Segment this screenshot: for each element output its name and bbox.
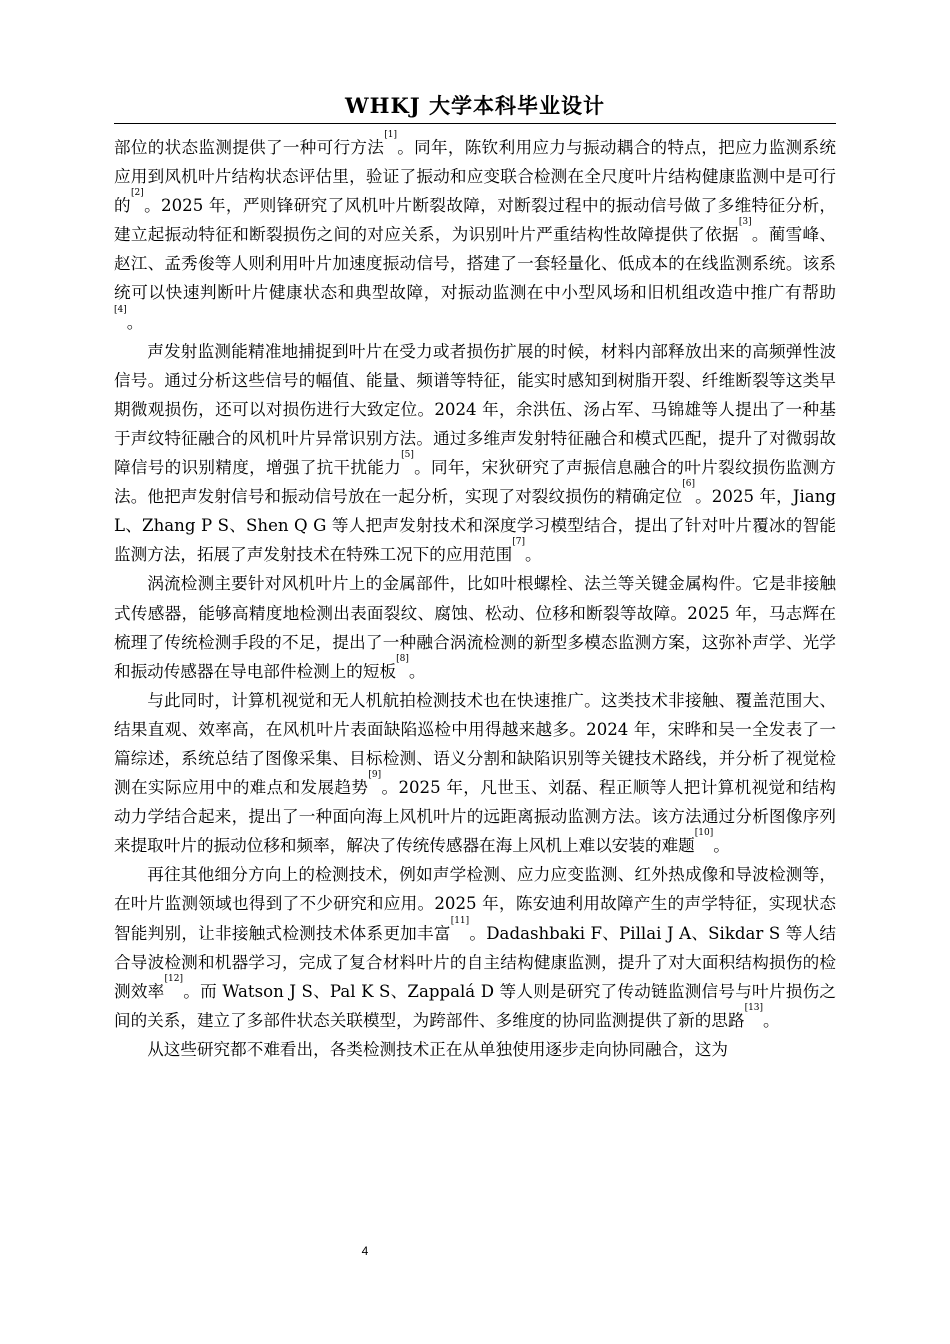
- paragraph-text: 部位的状态监测提供了一种可行方法: [114, 138, 385, 157]
- paragraph: [114, 686, 836, 861]
- citation-marker: [13]: [744, 1002, 764, 1013]
- running-header: WHKJ 大学本科毕业设计: [345, 93, 605, 118]
- paragraph-text: 。2025 年，凡世玉、刘磊、程正顺等人把计算机视觉和结构动力学结合起来，提出了一种面向海上风机叶片的远距离振动监测方法。该方法通过分析图像序列来提取叶片的振动位移和频率，解决了传统传感器在海上风机上难以安装的难题: [114, 778, 836, 856]
- citation-marker: [6]: [682, 479, 695, 490]
- paragraph-text: 与此同时，计算机视觉和无人机航拍检测技术也在快速推广。这类技术非接触、覆盖范围大、结果直观、效率高，在风机叶片表面缺陷巡检中用得越来越多。2024 年，宋晔和吴一全发表了一篇综述，系统总结了图像采集、目标检测、语义分割和缺陷识别等关键技术路线，并分析了视觉检测在实际应用中的难点和发展趋势: [114, 690, 836, 798]
- paragraph-text: 。而 Watson J S、Pal K S、Zappalá D 等人则是研究了传动链监测信号与叶片损伤之间的关系，建立了多部件状态关联模型，为跨部件、多维度的协同监测提供了新的思路: [114, 981, 836, 1030]
- citation-marker: [10]: [694, 828, 714, 839]
- citation-marker: [5]: [401, 450, 414, 461]
- paragraph-text: 声发射监测能精准地捕捉到叶片在受力或者损伤扩展的时候，材料内部释放出来的高频弹性波信号。通过分析这些信号的幅值、能量、频谱等特征，能实时感知到树脂开裂、纤维断裂等这类早期微观损伤，还可以对损伤进行大致定位。2024 年，余洪伍、汤占军、马锦雄等人提出了一种基于声纹特征融合的风机叶片异常识别方法。通过多维声发射特征融合和模式匹配，提升了对微弱故障信号的识别精度，增强了抗干扰能力: [114, 341, 836, 478]
- paragraph-text: 。Dadashbaki F、Pillai J A、Sikdar S 等人结合导波检测和机器学习，完成了复合材料叶片的自主结构健康监测，提升了对大面积结构损伤的检测效率: [114, 923, 837, 1001]
- paragraph-text: 。2025 年，严则锋研究了风机叶片断裂故障，对断裂过程中的振动信号做了多维特征分析，建立起振动特征和断裂损伤之间的对应关系，为识别叶片严重结构性故障提供了依据: [114, 196, 836, 245]
- citation-marker: [3]: [738, 217, 752, 228]
- paragraph-text: 。: [525, 545, 542, 565]
- paragraph-text: 。蔺雪峰、赵江、孟秀俊等人则利用叶片加速度振动信号，搭建了一套轻量化、低成本的在线监测系统。该系统可以快速判断叶片健康状态和典型故障，对振动监测在中小型风场和旧机组改造中推广有帮助: [114, 225, 837, 303]
- citation-marker: [1]: [384, 130, 397, 140]
- paragraph-text: 涡流检测主要针对风机叶片上的金属部件，比如叶根螺栓、法兰等关键金属构件。它是非接触式传感器，能够高精度地检测出表面裂纹、腐蚀、松动、位移和断裂等故障。2025 年，马志辉在梳理了传统检测手段的不足，提出了一种融合涡流检测的新型多模态监测方案，这弥补声学、光学和振动传感器在导电部件检测上的短板: [114, 574, 836, 681]
- paragraph: [114, 337, 836, 570]
- paragraph-text: 。2025 年，Jiang L、Zhang P S、Shen Q G 等人把声发射技术和深度学习模型结合，提出了针对叶片覆冰的智能监测方法，拓展了声发射技术在特殊工况下的应用范围: [114, 487, 837, 565]
- paragraph-text: 再往其他细分方向上的检测技术，例如声学检测、应力应变监测、红外热成像和导波检测等，在叶片监测领域也得到了不少研究和应用。2025 年，陈安迪利用故障产生的声学特征，实现状态智能判别，让非接触式检测技术体系更加丰富: [114, 865, 836, 943]
- paragraph-text: 。: [126, 312, 144, 332]
- body-text: [114, 130, 837, 1064]
- page-number: 4: [361, 1244, 369, 1258]
- citation-marker: [7]: [512, 537, 525, 548]
- citation-marker: [9]: [368, 770, 382, 781]
- citation-marker: [12]: [164, 973, 183, 984]
- paragraph-text: 从这些研究都不难看出，各类检测技术正在从单独使用逐步走向协同融合，这为: [147, 1039, 728, 1059]
- paragraph-text: 。同年，陈钦利用应力与振动耦合的特点，把应力监测系统应用到风机叶片结构状态评估里，验证了振动和应变联合检测在全尺度叶片结构健康监测中是可行的: [114, 138, 837, 216]
- citation-marker: [2]: [130, 188, 144, 199]
- paragraph-text: 。同年，宋狄研究了声振信息融合的叶片裂纹损伤监测方法。他把声发射信号和振动信号放在一起分析，实现了对裂纹损伤的精确定位: [114, 458, 836, 507]
- paragraph-text: 。: [713, 836, 730, 856]
- citation-marker: [8]: [396, 653, 409, 664]
- citation-marker: [11]: [450, 915, 470, 926]
- paragraph-text: 。: [408, 661, 426, 681]
- header-rule: [114, 123, 836, 124]
- paragraph: [114, 569, 836, 685]
- paragraph: [114, 1035, 836, 1064]
- paragraph-text: 。: [763, 1010, 780, 1030]
- paragraph: [114, 130, 837, 337]
- citation-marker: [4]: [114, 304, 127, 315]
- paragraph: [114, 860, 836, 1035]
